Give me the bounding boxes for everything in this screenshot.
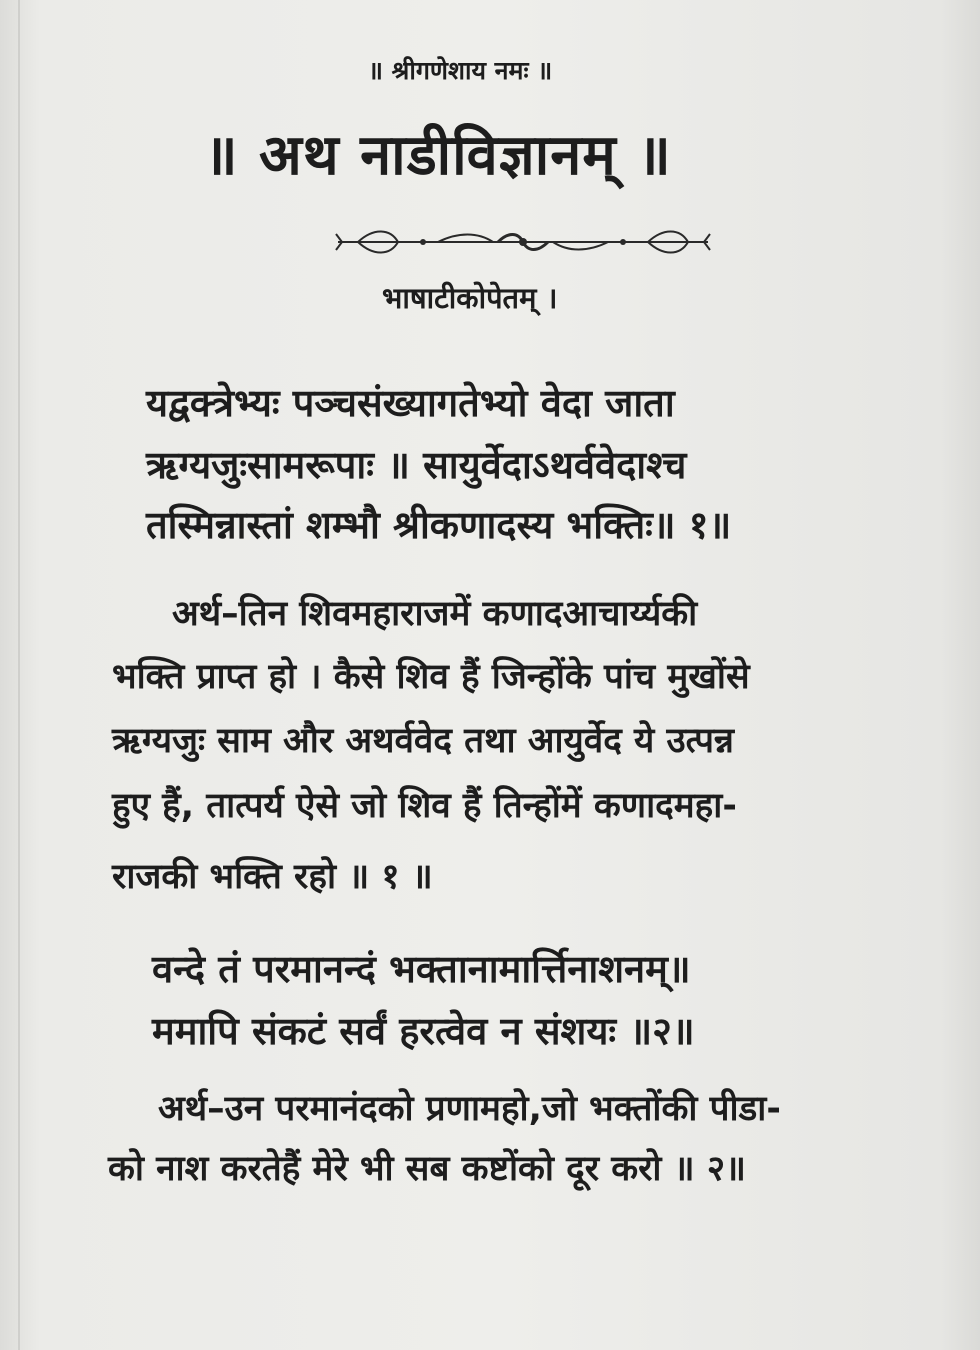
- verse1-line2: ऋग्यजुःसामरूपाः ॥ सायुर्वेदाऽथर्ववेदाश्च: [146, 443, 687, 487]
- meaning1-line4: हुए हैं, तात्पर्य ऐसे जो शिव हैं तिन्होंमें कणादमहा-: [112, 786, 737, 826]
- invocation-line: ॥ श्रीगणेशाय नमः ॥: [368, 56, 553, 85]
- page-edge-shadow: [18, 0, 20, 1350]
- verse1-line1: यद्वक्त्रेभ्यः पञ्चसंख्यागतेभ्यो वेदा जाता: [146, 381, 675, 425]
- page-title: ॥ अथ नाडीविज्ञानम् ॥: [204, 123, 672, 188]
- meaning2-line2: को नाश करतेहैं मेरे भी सब कष्टोंको दूर करो ॥ २॥: [108, 1149, 746, 1189]
- decorative-flourish-icon: [328, 224, 718, 260]
- verse2-line2: ममापि संकटं सर्वं हरत्वेव न संशयः ॥२॥: [152, 1009, 695, 1053]
- meaning1-line1: अर्थ–तिन शिवमहाराजमें कणादआचार्य्यकी: [172, 594, 698, 634]
- meaning1-line3: ऋग्यजुः साम और अथर्ववेद तथा आयुर्वेद ये उत्पन्न: [112, 721, 734, 761]
- meaning2-line1: अर्थ–उन परमानंदको प्रणामहो,जो भक्तोंकी पीडा-: [158, 1089, 781, 1129]
- meaning1-line5: राजकी भक्ति रहो ॥ १ ॥: [112, 857, 433, 897]
- meaning1-line2: भक्ति प्राप्त हो । कैसे शिव हैं जिन्होंके पांच मुखोंसे: [112, 657, 750, 697]
- verse2-line1: वन्दे तं परमानन्दं भक्तानामार्त्तिनाशनम्॥: [152, 947, 691, 991]
- verse1-line3: तस्मिन्नास्तां शम्भौ श्रीकणादस्य भक्तिः॥ १॥: [146, 503, 732, 547]
- subtitle: भाषाटीकोपेतम् ।: [382, 281, 558, 315]
